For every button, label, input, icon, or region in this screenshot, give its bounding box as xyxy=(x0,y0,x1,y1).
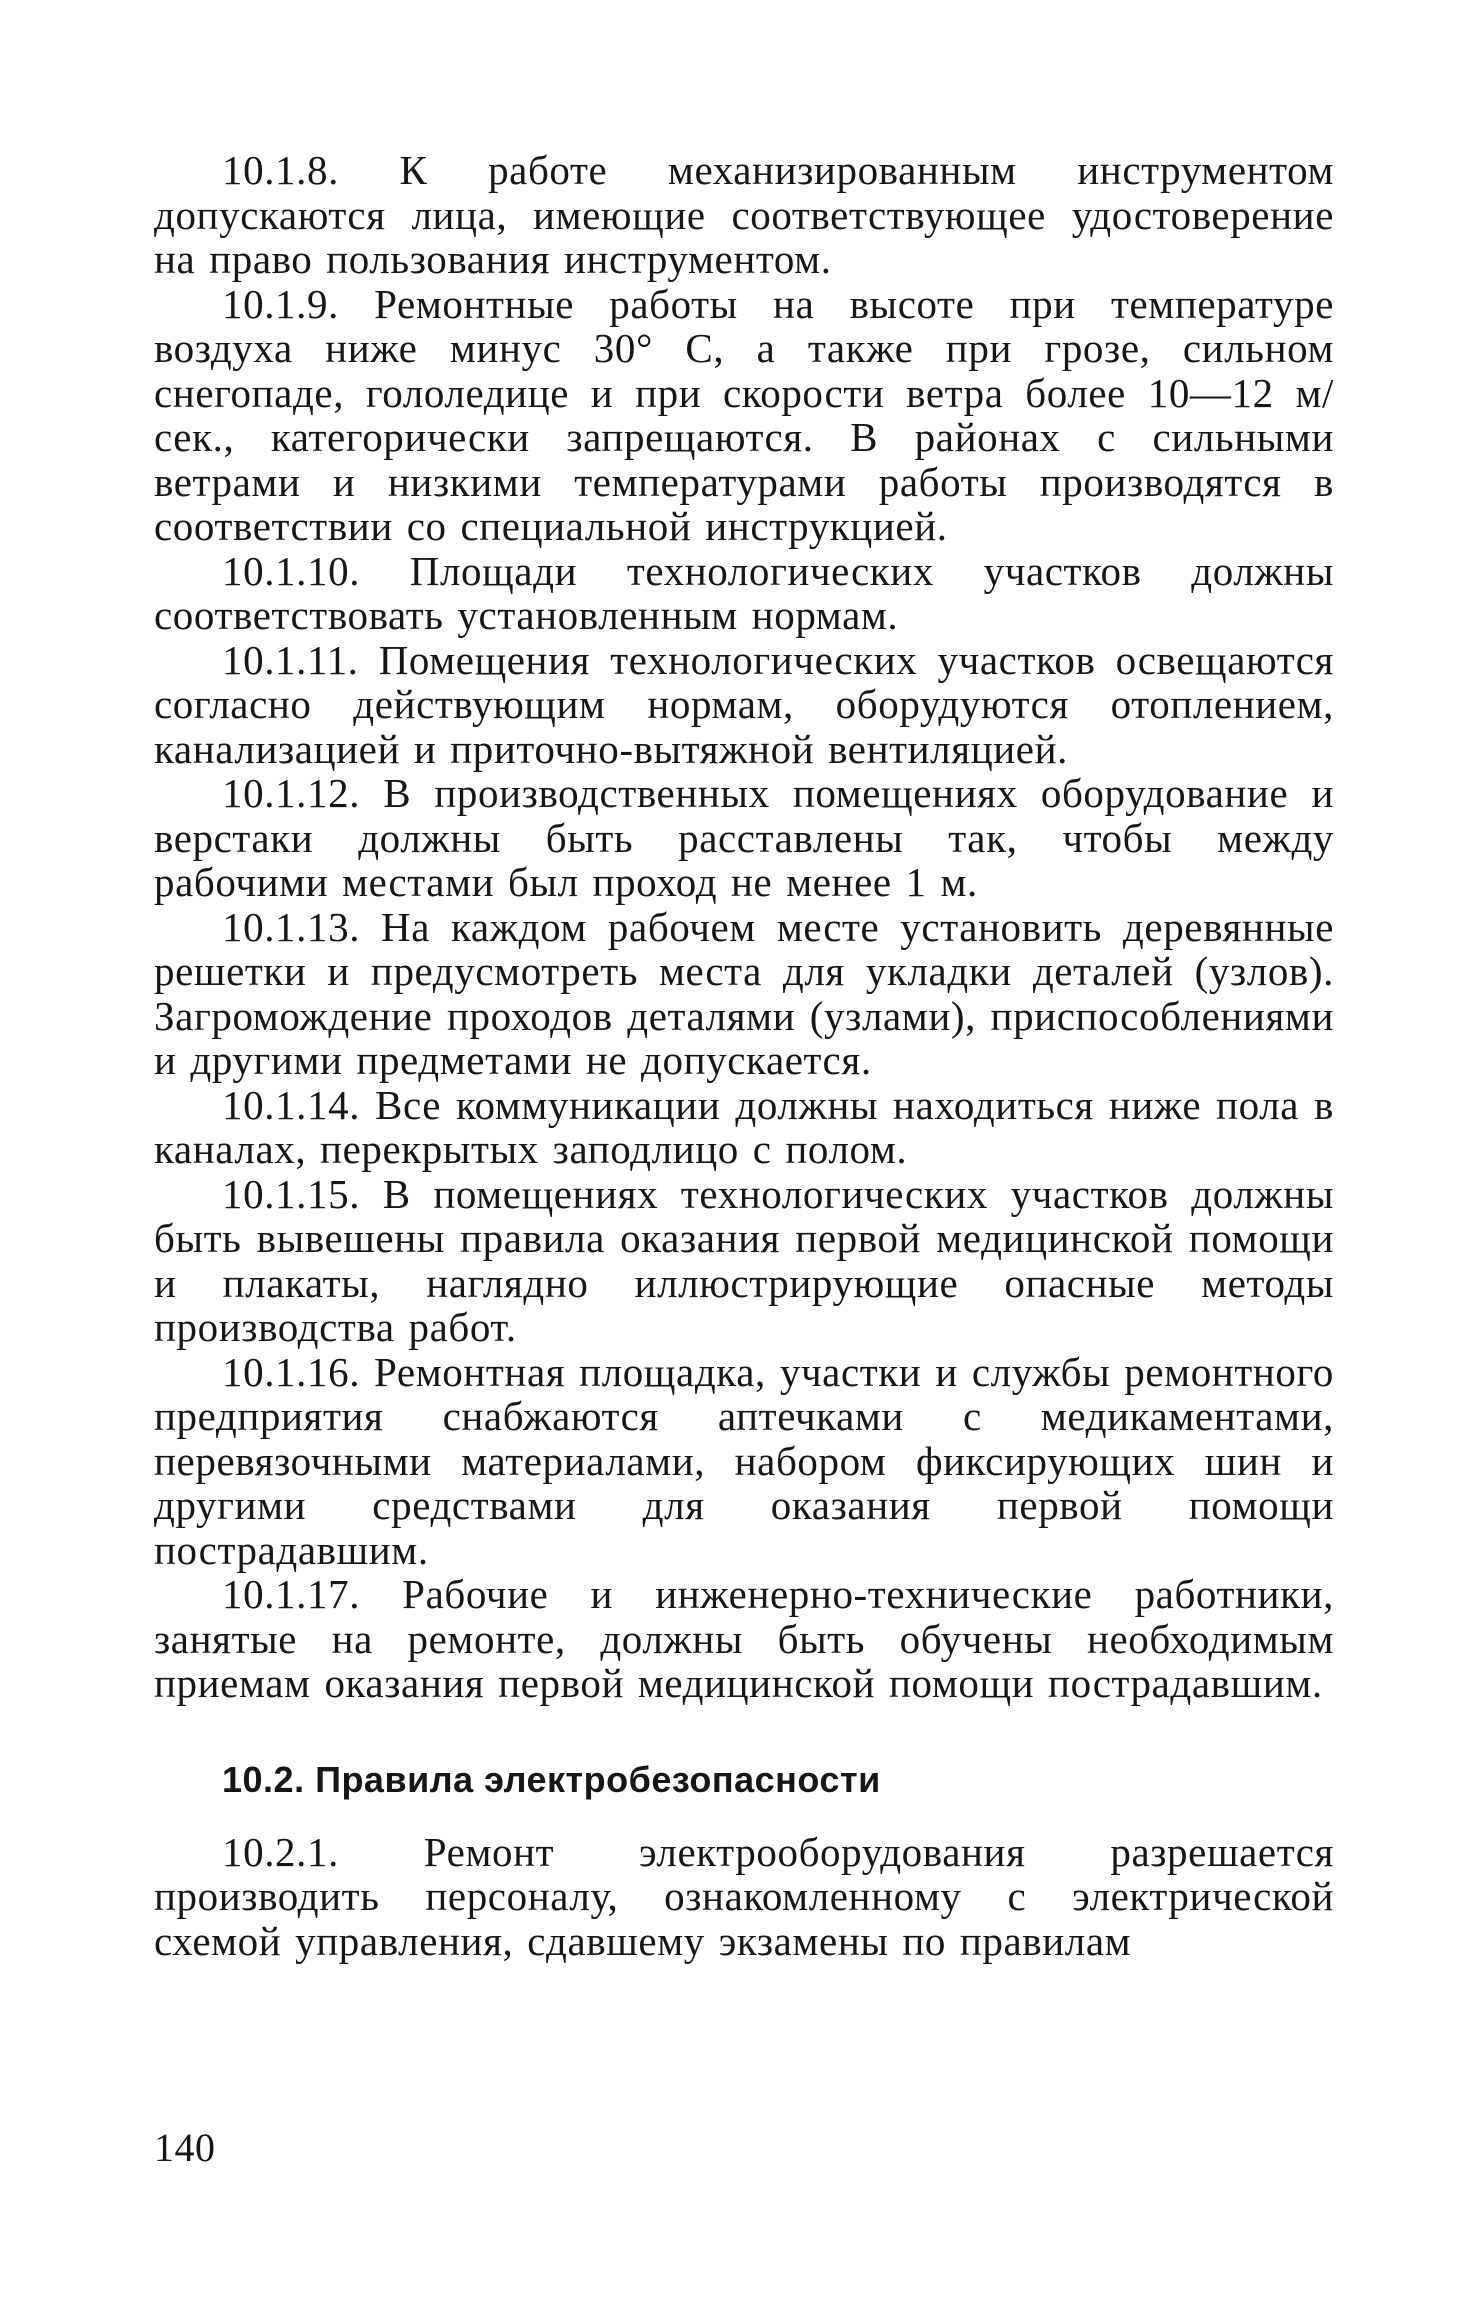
paragraph-10-1-14: 10.1.14. Все коммуникации должны находиться ниже пола в каналах, перекрытых заподлицо с полом. xyxy=(154,1081,1334,1172)
paragraph-10-1-16: 10.1.16. Ремонтная площадка, участки и службы ремонтного предприятия снабжаются аптечками с медикаментами, перевязочными материалами, набором фиксирующих шин и другими средствами для оказания первой помощи пострадавшим. xyxy=(154,1348,1334,1573)
paragraph-10-1-17: 10.1.17. Рабочие и инженерно-технические работники, занятые на ремонте, должны быть обучены необходимым приемам оказания первой медицинской помощи пострадавшим. xyxy=(154,1571,1334,1706)
section-heading: 10.2. Правила электробезопасности xyxy=(222,1758,881,1800)
page-body xyxy=(154,148,1334,1963)
paragraph-10-1-9: 10.1.9. Ремонтные работы на высоте при температуре воздуха ниже минус 30° С, а также при грозе, сильном снегопаде, гололедице и при скорости ветра более 10—12 м/сек., категорически запрещаются. В районах с сильными ветрами и низкими температурами работы производятся в соответствии со специальной инструкцией. xyxy=(154,280,1334,549)
paragraph-10-1-11: 10.1.11. Помещения технологических участков освещаются согласно действующим нормам, оборудуются отоплением, канализацией и приточно-вытяжной вентиляцией. xyxy=(154,636,1334,772)
page-number: 140 xyxy=(154,2125,216,2170)
paragraph-10-1-10: 10.1.10. Площади технологических участков должны соответствовать установленным нормам. xyxy=(154,547,1334,638)
paragraph-10-2-1: 10.2.1. Ремонт электрооборудования разрешается производить персоналу, ознакомленному с электрической схемой управления, сдавшему экзамены по правилам xyxy=(154,1828,1334,1964)
paragraph-10-1-15: 10.1.15. В помещениях технологических участков должны быть вывешены правила оказания первой медицинской помощи и плакаты, наглядно иллюстрирующие опасные методы производства работ. xyxy=(154,1170,1334,1350)
paragraph-10-1-13: 10.1.13. На каждом рабочем месте установить деревянные решетки и предусмотреть места для укладки деталей (узлов). Загромождение проходов деталями (узлами), приспособлениями и другими предметами не допускается. xyxy=(154,903,1334,1083)
paragraph-10-1-12: 10.1.12. В производственных помещениях оборудование и верстаки должны быть расставлены так, чтобы между рабочими местами был проход не менее 1 м. xyxy=(154,770,1334,905)
paragraph-10-1-8: 10.1.8. К работе механизированным инструментом допускаются лица, имеющие соответствующее удостоверение на право пользования инструментом. xyxy=(154,147,1334,282)
